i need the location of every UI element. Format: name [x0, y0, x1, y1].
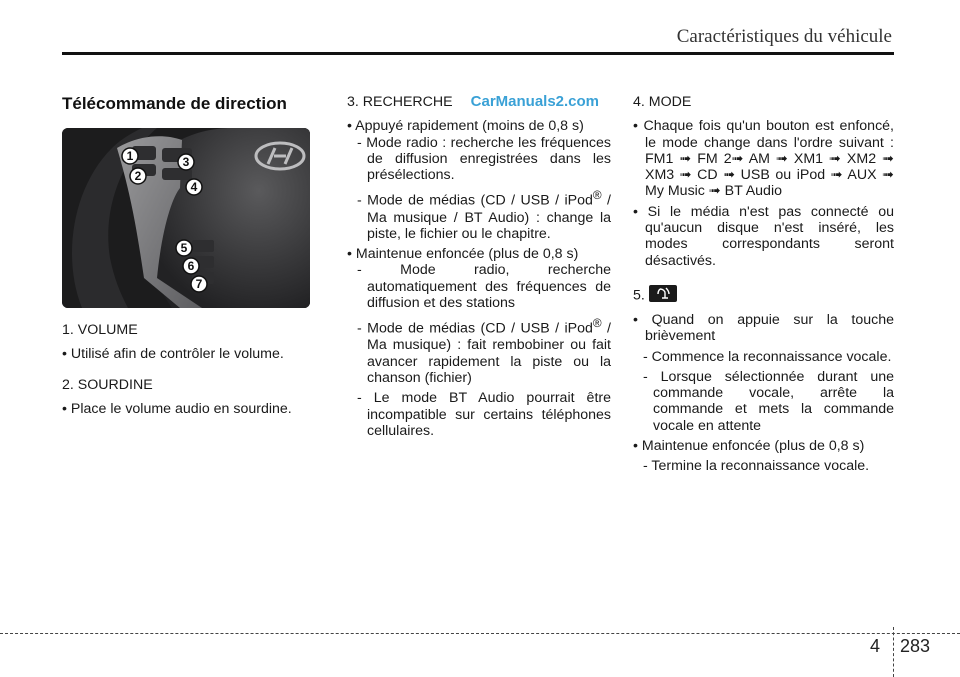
long-press-media-a: - Mode de médias (CD / USB / iPod	[357, 321, 593, 338]
chapter-number: 4	[870, 636, 881, 656]
mute-heading: 2. SOURDINE	[62, 376, 153, 393]
callout-1: 1	[126, 149, 134, 163]
long-press-bullet: • Maintenue enfoncée (plus de 0,8 s)	[347, 246, 579, 263]
volume-heading: 1. VOLUME	[62, 322, 138, 338]
registered-mark: ®	[592, 316, 602, 331]
long-press-bt-note: - Le mode BT Audio pourrait être incompatible sur certains téléphones cellulaires.	[357, 390, 611, 439]
callout-6: 6	[187, 259, 195, 273]
voice-recognition-icon	[649, 285, 677, 302]
voice-long-press: • Maintenue enfoncée (plus de 0,8 s)	[633, 438, 865, 455]
long-press-media	[347, 315, 611, 386]
volume-description: • Utilisé afin de contrôler le volume.	[62, 346, 284, 363]
short-press-media	[347, 187, 611, 242]
mode-disabled-note: • Si le média n'est pas connecté ou qu'aucun disque n'est inséré, les modes correspondants seront désactivés.	[633, 203, 894, 269]
voice-short-press: • Quand on appuie sur la touche brièvement	[633, 311, 894, 345]
voice-end: - Termine la reconnaissance vocale.	[643, 458, 870, 475]
running-header-title: Caractéristiques du véhicule	[676, 26, 892, 47]
footer-rule	[0, 633, 960, 634]
voice-start: - Commence la reconnaissance vocale.	[643, 348, 892, 365]
section-title: Télécommande de direction	[62, 94, 287, 113]
column-1	[62, 322, 312, 417]
registered-mark: ®	[592, 188, 602, 203]
steering-wheel-figure	[62, 128, 310, 308]
seek-heading: 3. RECHERCHE	[347, 94, 453, 110]
short-press-media-a: - Mode de médias (CD / USB / iPod	[357, 193, 593, 210]
callout-7: 7	[195, 277, 203, 291]
column-3	[633, 94, 894, 479]
footer-separator	[893, 627, 894, 677]
voice-button	[192, 240, 214, 252]
short-press-media-b: / Ma musique / BT Audio) : change la piste, le fichier ou le chapitre.	[367, 193, 611, 242]
callout-4: 4	[190, 180, 198, 194]
mute-description: • Place le volume audio en sourdine.	[62, 400, 292, 417]
header-rule	[62, 52, 894, 55]
voice-pause: - Lorsque sélectionnée durant une commande vocale, arrête la commande et mets la commande vocale en attente	[643, 368, 894, 434]
long-press-radio: - Mode radio, recherche automatiquement des fréquences de diffusion et des stations	[357, 262, 611, 311]
page-number: 283	[900, 636, 931, 656]
watermark-text: CarManuals2.com	[470, 93, 600, 110]
voice-heading-line	[633, 287, 894, 304]
callout-2: 2	[134, 169, 142, 183]
voice-heading: 5.	[633, 287, 645, 304]
column-2	[347, 94, 611, 443]
seek-heading-line	[347, 94, 611, 110]
mode-heading: 4. MODE	[633, 94, 692, 110]
callout-3: 3	[182, 155, 190, 169]
long-press-media-b: / Ma musique) : fait rembobiner ou fait avancer rapidement la piste ou la chanson (fichier)	[367, 321, 611, 386]
mode-sequence: • Chaque fois qu'un bouton est enfoncé, le mode change dans l'ordre suivant : FM1 ➟ FM 2➟ AM ➟ XM1 ➟ XM2 ➟ XM3 ➟ CD ➟ USB ou iPod ➟ AUX ➟ My Music ➟ BT Audio	[633, 118, 894, 200]
short-press-bullet: • Appuyé rapidement (moins de 0,8 s)	[347, 118, 584, 135]
short-press-radio: - Mode radio : recherche les fréquences de diffusion enregistrées dans les présélections.	[357, 134, 611, 184]
callout-5: 5	[180, 241, 188, 255]
